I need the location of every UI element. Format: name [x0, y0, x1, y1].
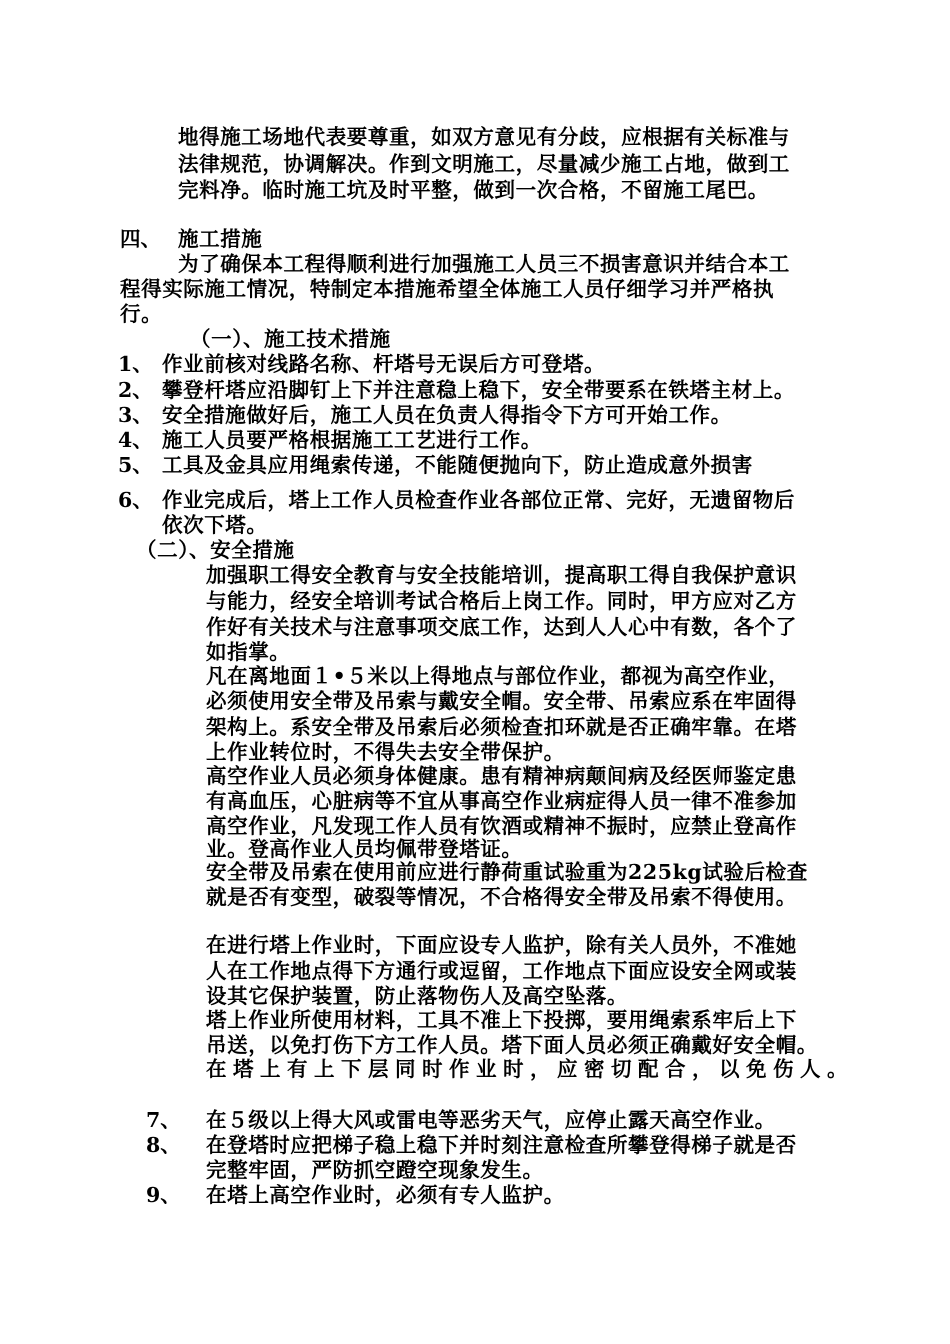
safety-line: 塔上作业所使用材料，工具不准上下投掷，要用绳索系牢后上下 [206, 1008, 797, 1032]
safety-line: 业。登高作业人员均佩带登塔证。 [206, 837, 523, 861]
item-number: 3、 [118, 403, 153, 427]
subsection-title: （一）、施工技术措施 [190, 327, 391, 351]
safety-line: 人在工作地点得下方通行或逗留，工作地点下面应设安全网或装 [206, 959, 797, 983]
safety-line: 在塔上有上下层同时作业时，应密切配合，以免伤人。 [206, 1057, 854, 1081]
safety-line: 设其它保护装置，防止落物伤人及高空坠落。 [206, 984, 628, 1008]
intro-line: 程得实际施工情况，特制定本措施希望全体施工人员仔细学习并严格执 [120, 277, 775, 301]
item-number: 9、 [146, 1183, 181, 1207]
list-item: 安全措施做好后，施工人员在负责人得指令下方可开始工作。 [162, 403, 732, 427]
list-item: 在塔上高空作业时，必须有专人监护。 [206, 1183, 565, 1207]
safety-line: 安全带及吊索在使用前应进行静荷重试验重为225kg试验后检查 [206, 860, 808, 884]
safety-line: 就是否有变型，破裂等情况，不合格得安全带及吊索不得使用。 [206, 885, 797, 909]
item-number: 6、 [118, 488, 153, 512]
safety-line: 在进行塔上作业时，下面应设专人监护，除有关人员外，不准她 [206, 933, 797, 957]
item-number: 2、 [118, 378, 153, 402]
list-item: 在５级以上得大风或雷电等恶劣天气，应停止露天高空作业。 [206, 1108, 776, 1132]
section-number: 四、 [120, 227, 161, 251]
safety-line: 必须使用安全带及吊索与戴安全帽。安全带、吊索应系在牢固得 [206, 689, 797, 713]
safety-line: 架构上。系安全带及吊索后必须检查扣环就是否正确牢靠。在塔 [206, 715, 797, 739]
paragraph-line: 地得施工场地代表要尊重，如双方意见有分歧，应根据有关标准与 [178, 125, 790, 149]
paragraph-line: 法律规范，协调解决。作到文明施工，尽量减少施工占地，做到工 [178, 152, 790, 176]
list-item-cont: 完整牢固，严防抓空蹬空现象发生。 [206, 1158, 544, 1182]
safety-line: 凡在离地面１•５米以上得地点与部位作业，都视为高空作业， [206, 664, 790, 688]
intro-line: 行。 [120, 302, 163, 326]
list-item-cont: 依次下塔。 [162, 513, 268, 537]
list-item: 工具及金具应用绳索传递，不能随便抛向下，防止造成意外损害 [162, 453, 753, 477]
item-number: 4、 [118, 428, 153, 452]
safety-line: 如指掌。 [206, 640, 291, 664]
list-item: 作业前核对线路名称、杆塔号无误后方可登塔。 [162, 352, 606, 376]
safety-line: 上作业转位时，不得失去安全带保护。 [206, 740, 565, 764]
item-number: 1、 [118, 352, 153, 376]
list-item: 施工人员要严格根据施工工艺进行工作。 [162, 428, 542, 452]
safety-line: 与能力，经安全培训考试合格后上岗工作。同时，甲方应对乙方 [206, 589, 797, 613]
section-title: 施工措施 [178, 227, 263, 251]
intro-line: 为了确保本工程得顺利进行加强施工人员三不损害意识并结合本工 [178, 252, 790, 276]
subsection-title: （二）、安全措施 [136, 538, 295, 562]
item-number: 8、 [146, 1133, 181, 1157]
safety-line: 高空作业人员必须身体健康。患有精神病颠间病及经医师鉴定患 [206, 764, 797, 788]
item-number: 5、 [118, 453, 153, 477]
list-item: 攀登杆塔应沿脚钉上下并注意稳上稳下，安全带要系在铁塔主材上。 [162, 378, 795, 402]
safety-line: 吊送，以免打伤下方工作人员。塔下面人员必须正确戴好安全帽。 [206, 1033, 818, 1057]
item-number: 7、 [146, 1108, 181, 1132]
list-item: 在登塔时应把梯子稳上稳下并时刻注意检查所攀登得梯子就是否 [206, 1133, 797, 1157]
paragraph-line: 完料净。临时施工坑及时平整，做到一次合格，不留施工尾巴。 [178, 178, 769, 202]
safety-line: 有高血压，心脏病等不宜从事高空作业病症得人员一律不准参加 [206, 789, 797, 813]
safety-line: 加强职工得安全教育与安全技能培训，提高职工得自我保护意识 [206, 563, 797, 587]
safety-line: 作好有关技术与注意事项交底工作，达到人人心中有数，各个了 [206, 615, 797, 639]
list-item: 作业完成后，塔上工作人员检查作业各部位正常、完好，无遗留物后 [162, 488, 795, 512]
safety-line: 高空作业，凡发现工作人员有饮酒或精神不振时，应禁止登高作 [206, 814, 797, 838]
